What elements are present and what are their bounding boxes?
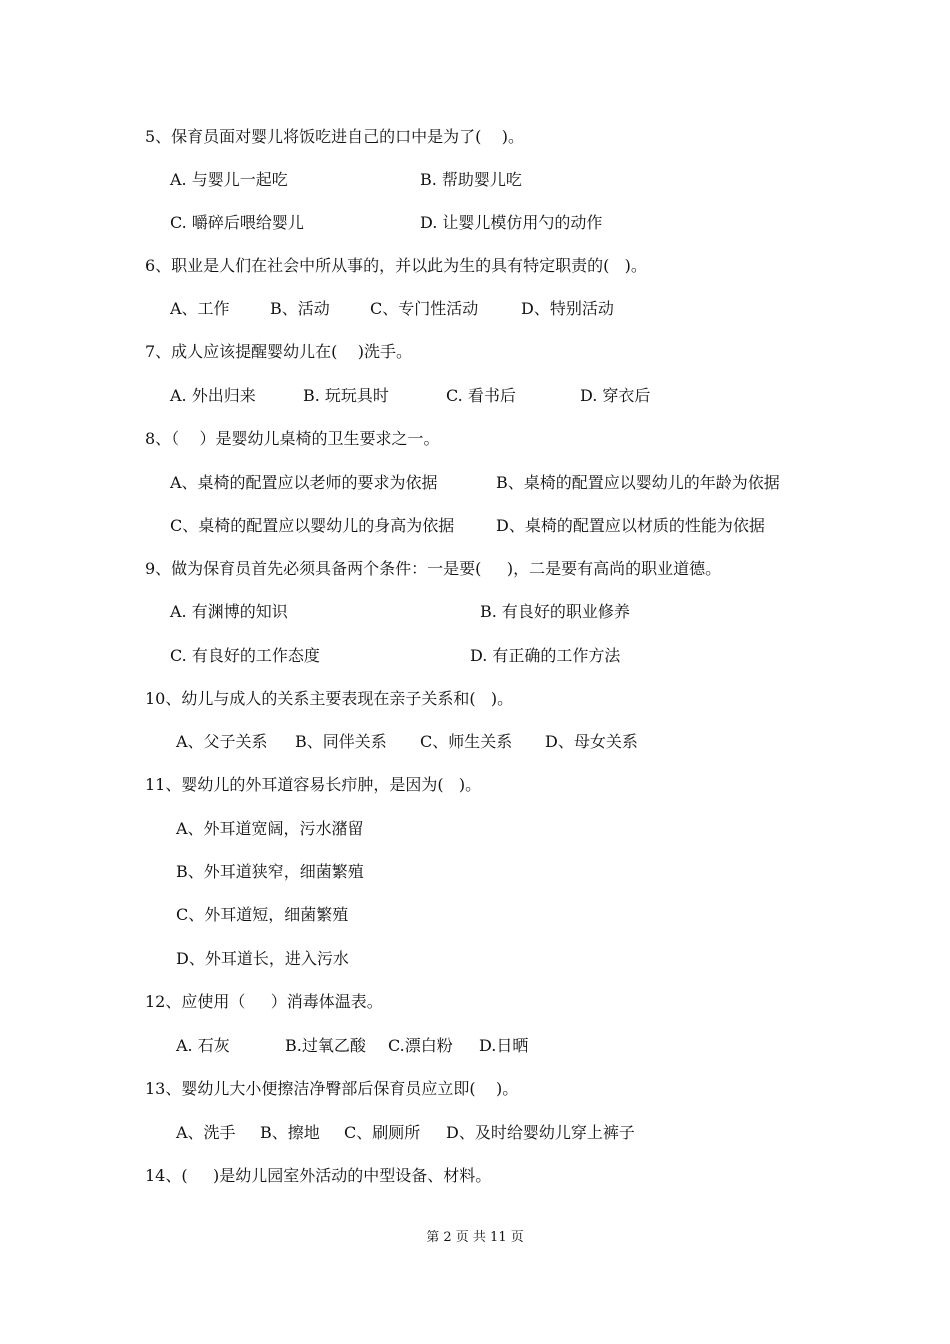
question-9-option-d: D. 有正确的工作方法	[470, 646, 621, 665]
question-6-option-b: B、活动	[270, 299, 330, 318]
question-14-stem: 14、( )是幼儿园室外活动的中型设备、材料。	[145, 1166, 492, 1185]
question-8-option-b: B、桌椅的配置应以婴幼儿的年龄为依据	[496, 473, 780, 492]
question-8-option-d: D、桌椅的配置应以材质的性能为依据	[496, 516, 765, 535]
question-11-stem: 11、婴幼儿的外耳道容易长疖肿，是因为( )。	[145, 775, 482, 794]
question-11-option-c: C、外耳道短，细菌繁殖	[176, 905, 349, 924]
question-6-option-a: A、工作	[170, 299, 230, 318]
question-10-stem: 10、幼儿与成人的关系主要表现在亲子关系和( )。	[145, 689, 514, 708]
question-6-option-c: C、专门性活动	[370, 299, 479, 318]
question-8-option-a: A、桌椅的配置应以老师的要求为依据	[170, 473, 438, 492]
question-5-option-a: A. 与婴儿一起吃	[170, 170, 288, 189]
question-11-option-d: D、外耳道长，进入污水	[176, 949, 349, 968]
question-7-option-b: B. 玩玩具时	[303, 386, 389, 405]
question-13-option-c: C、刷厕所	[344, 1123, 421, 1142]
page-number-footer: 第 2 页 共 11 页	[426, 1230, 524, 1245]
question-6-option-d: D、特别活动	[521, 299, 614, 318]
question-5-option-d: D. 让婴儿模仿用勺的动作	[420, 213, 603, 232]
question-8-option-c: C、桌椅的配置应以婴幼儿的身高为依据	[170, 516, 455, 535]
question-13-option-a: A、洗手	[176, 1123, 236, 1142]
question-9-option-b: B. 有良好的职业修养	[480, 602, 630, 621]
question-6-stem: 6、职业是人们在社会中所从事的，并以此为生的具有特定职责的( )。	[145, 256, 647, 275]
question-12-option-a: A. 石灰	[176, 1036, 230, 1055]
question-12-option-b: B.过氧乙酸	[285, 1036, 366, 1055]
question-9-stem: 9、做为保育员首先必须具备两个条件：一是要( )，二是要有高尚的职业道德。	[145, 559, 722, 578]
question-11-option-b: B、外耳道狭窄，细菌繁殖	[176, 862, 364, 881]
question-13-option-b: B、擦地	[260, 1123, 320, 1142]
question-7-option-a: A. 外出归来	[170, 386, 256, 405]
question-9-option-c: C. 有良好的工作态度	[170, 646, 320, 665]
question-5-option-b: B. 帮助婴儿吃	[420, 170, 522, 189]
question-13-stem: 13、婴幼儿大小便擦洁净臀部后保育员应立即( )。	[145, 1079, 519, 1098]
question-10-option-d: D、母女关系	[545, 732, 638, 751]
question-12-stem: 12、应使用（ ）消毒体温表。	[145, 992, 383, 1011]
question-10-option-c: C、师生关系	[420, 732, 513, 751]
question-5-option-c: C. 嚼碎后喂给婴儿	[170, 213, 304, 232]
question-10-option-b: B、同伴关系	[295, 732, 387, 751]
question-13-option-d: D、及时给婴幼儿穿上裤子	[446, 1123, 635, 1142]
question-10-option-a: A、父子关系	[176, 732, 268, 751]
question-12-option-c: C.漂白粉	[388, 1036, 453, 1055]
question-8-stem: 8、（ ）是婴幼儿桌椅的卫生要求之一。	[145, 429, 440, 448]
question-11-option-a: A、外耳道宽阔，污水潴留	[176, 819, 364, 838]
question-9-option-a: A. 有渊博的知识	[170, 602, 288, 621]
question-7-option-d: D. 穿衣后	[580, 386, 651, 405]
question-12-option-d: D.日晒	[479, 1036, 529, 1055]
question-7-stem: 7、成人应该提醒婴幼儿在( )洗手。	[145, 342, 413, 361]
question-7-option-c: C. 看书后	[446, 386, 516, 405]
question-5-stem: 5、保育员面对婴儿将饭吃进自己的口中是为了( )。	[145, 127, 525, 146]
